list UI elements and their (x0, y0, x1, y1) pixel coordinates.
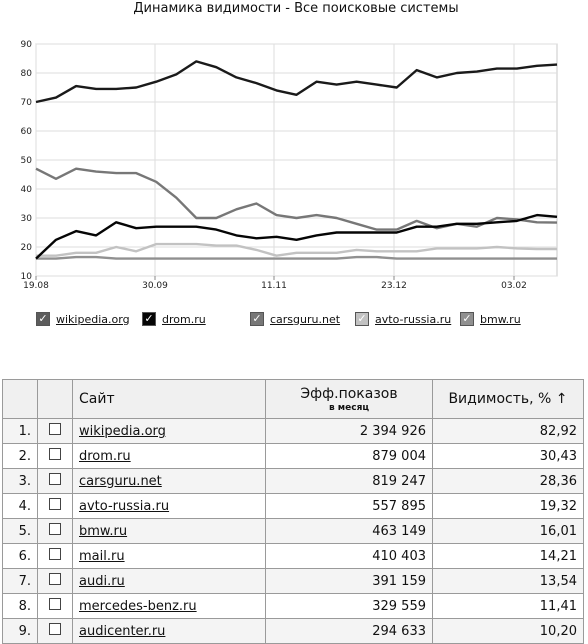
site-cell (73, 444, 266, 469)
table-row (3, 494, 584, 519)
row-checkbox[interactable] (49, 523, 61, 535)
series-line-carsguru-net (36, 169, 557, 230)
header-number (3, 380, 38, 419)
table-header-row (3, 380, 584, 419)
site-link[interactable]: audi.ru (79, 573, 125, 589)
legend-label[interactable]: avto-russia.ru (375, 312, 452, 326)
header-visibility[interactable]: Видимость, % ↑ (433, 380, 584, 419)
row-number: 4. (3, 494, 38, 519)
site-cell (73, 569, 266, 594)
legend-label[interactable]: drom.ru (162, 312, 206, 326)
row-select-cell (38, 444, 73, 469)
legend-item-bmw[interactable] (460, 312, 521, 326)
legend-checkbox-icon[interactable]: ✓ (355, 312, 369, 326)
chart-title: Динамика видимости - Все поисковые системы (133, 1, 459, 16)
row-number: 5. (3, 519, 38, 544)
site-link[interactable]: audicenter.ru (79, 623, 166, 639)
row-checkbox[interactable] (49, 548, 61, 560)
row-select-cell (38, 569, 73, 594)
impressions-cell: 329 559 (266, 594, 433, 619)
legend-item-drom[interactable] (142, 312, 206, 326)
legend-checkbox-icon[interactable]: ✓ (460, 312, 474, 326)
legend-checkbox-icon[interactable]: ✓ (36, 312, 50, 326)
header-site[interactable]: Сайт (73, 380, 266, 419)
site-link[interactable]: drom.ru (79, 448, 131, 464)
site-link[interactable]: wikipedia.org (79, 423, 166, 439)
table-row (3, 569, 584, 594)
site-cell (73, 469, 266, 494)
row-number: 2. (3, 444, 38, 469)
legend-label[interactable]: bmw.ru (480, 312, 521, 326)
impressions-cell: 819 247 (266, 469, 433, 494)
visibility-table (2, 379, 584, 644)
x-tick-label: 03.02 (501, 281, 527, 291)
y-axis-tick-labels (21, 40, 33, 282)
series-line-wikipedia-org (36, 61, 557, 102)
row-checkbox[interactable] (49, 423, 61, 435)
row-number: 9. (3, 619, 38, 644)
row-select-cell (38, 519, 73, 544)
y-tick-label: 90 (20, 40, 32, 50)
y-tick-label: 40 (20, 185, 32, 195)
row-checkbox[interactable] (49, 473, 61, 485)
legend-checkbox-icon[interactable]: ✓ (250, 312, 264, 326)
impressions-cell: 463 149 (266, 519, 433, 544)
y-tick-label: 50 (20, 156, 32, 166)
row-number: 3. (3, 469, 38, 494)
row-select-cell (38, 619, 73, 644)
header-impressions-label: Эфф.показов (300, 385, 398, 402)
visibility-cell: 30,43 (433, 444, 584, 469)
y-tick-label: 10 (20, 272, 32, 282)
site-cell (73, 594, 266, 619)
impressions-cell: 410 403 (266, 544, 433, 569)
site-cell (73, 494, 266, 519)
impressions-cell: 879 004 (266, 444, 433, 469)
table-row (3, 619, 584, 644)
row-number: 1. (3, 419, 38, 444)
row-checkbox[interactable] (49, 623, 61, 635)
legend-label[interactable]: wikipedia.org (56, 312, 130, 326)
y-tick-label: 20 (20, 243, 32, 253)
site-cell (73, 544, 266, 569)
visibility-cell: 13,54 (433, 569, 584, 594)
site-cell (73, 419, 266, 444)
impressions-cell: 294 633 (266, 619, 433, 644)
legend-checkbox-icon[interactable]: ✓ (142, 312, 156, 326)
site-link[interactable]: avto-russia.ru (79, 498, 170, 514)
visibility-cell: 28,36 (433, 469, 584, 494)
x-tick-label: 19.08 (23, 281, 49, 291)
series-line-bmw-ru (36, 257, 557, 259)
x-tick-label: 23.12 (381, 281, 407, 291)
x-axis-tick-labels (23, 281, 527, 291)
row-number: 6. (3, 544, 38, 569)
site-link[interactable]: carsguru.net (79, 473, 162, 489)
table-row (3, 469, 584, 494)
row-select-cell (38, 469, 73, 494)
table-row (3, 544, 584, 569)
visibility-cell: 19,32 (433, 494, 584, 519)
row-select-cell (38, 494, 73, 519)
row-checkbox[interactable] (49, 448, 61, 460)
row-checkbox[interactable] (49, 598, 61, 610)
y-tick-label: 30 (20, 214, 32, 224)
chart-legend (0, 312, 588, 332)
impressions-cell: 557 895 (266, 494, 433, 519)
impressions-cell: 391 159 (266, 569, 433, 594)
site-link[interactable]: mercedes-benz.ru (79, 598, 197, 614)
legend-label[interactable]: carsguru.net (270, 312, 341, 326)
table-row (3, 419, 584, 444)
x-tick-label: 30.09 (142, 281, 168, 291)
site-cell (73, 619, 266, 644)
header-impressions[interactable] (266, 380, 433, 419)
legend-item-wikipedia[interactable] (36, 312, 130, 326)
site-link[interactable]: bmw.ru (79, 523, 128, 539)
header-checkbox (38, 380, 73, 419)
impressions-cell: 2 394 926 (266, 419, 433, 444)
visibility-line-chart (0, 0, 588, 300)
row-number: 7. (3, 569, 38, 594)
x-tick-label: 11.11 (261, 281, 287, 291)
y-tick-label: 80 (20, 69, 32, 79)
legend-item-avto-russia[interactable] (355, 312, 451, 326)
site-link[interactable]: mail.ru (79, 548, 125, 564)
table-row (3, 444, 584, 469)
row-checkbox[interactable] (49, 498, 61, 510)
y-tick-label: 60 (20, 127, 32, 137)
series-line-avto-russia-ru (36, 244, 557, 256)
table-row (3, 594, 584, 619)
table-row (3, 519, 584, 544)
visibility-cell: 82,92 (433, 419, 584, 444)
row-select-cell (38, 419, 73, 444)
row-number: 8. (3, 594, 38, 619)
visibility-cell: 11,41 (433, 594, 584, 619)
y-tick-label: 70 (20, 98, 32, 108)
visibility-cell: 16,01 (433, 519, 584, 544)
chart-grid (36, 44, 557, 280)
header-impressions-sub: в месяц (328, 402, 370, 413)
visibility-cell: 10,20 (433, 619, 584, 644)
row-select-cell (38, 544, 73, 569)
row-select-cell (38, 594, 73, 619)
site-cell (73, 519, 266, 544)
visibility-cell: 14,21 (433, 544, 584, 569)
legend-item-carsguru[interactable] (250, 312, 340, 326)
row-checkbox[interactable] (49, 573, 61, 585)
